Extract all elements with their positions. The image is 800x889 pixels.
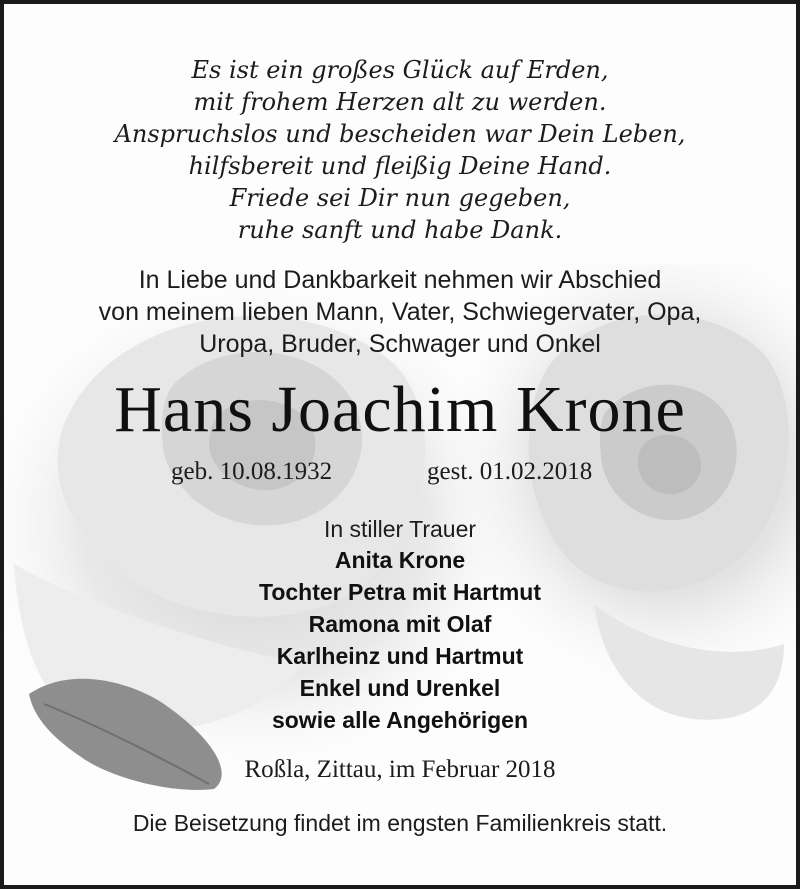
deceased-name: Hans Joachim Krone — [114, 373, 686, 446]
poem-line-5: Friede sei Dir nun gegeben, — [229, 184, 571, 212]
poem-line-6: ruhe sanft und habe Dank. — [237, 216, 563, 244]
poem-line-2: mit frohem Herzen alt zu werden. — [193, 88, 607, 116]
mourner-1: Anita Krone — [334, 547, 466, 573]
birth-date: geb. 10.08.1932 — [171, 458, 333, 485]
mourner-4: Karlheinz und Hartmut — [276, 643, 524, 669]
mourner-3: Ramona mit Olaf — [308, 611, 492, 637]
intro-line-1: In Liebe und Dankbarkeit nehmen wir Abschied — [138, 266, 662, 294]
mourner-2: Tochter Petra mit Hartmut — [258, 579, 541, 605]
mourner-5: Enkel und Urenkel — [299, 675, 501, 701]
mourner-6: sowie alle Angehörigen — [271, 707, 529, 733]
place-and-date: Roßla, Zittau, im Februar 2018 — [244, 756, 556, 783]
intro-line-3: Uropa, Bruder, Schwager und Onkel — [199, 330, 601, 358]
poem-line-3: Anspruchslos und bescheiden war Dein Leben, — [114, 120, 686, 148]
intro-line-2: von meinem lieben Mann, Vater, Schwiegervater, Opa, — [98, 298, 702, 326]
mourning-lead: In stiller Trauer — [323, 516, 477, 542]
funeral-note: Die Beisetzung findet im engsten Familienkreis statt. — [132, 810, 668, 836]
poem-line-1: Es ist ein großes Glück auf Erden, — [191, 56, 609, 84]
poem-line-4: hilfsbereit und fleißig Deine Hand. — [188, 152, 612, 180]
notice-text — [4, 4, 796, 885]
death-date: gest. 01.02.2018 — [427, 458, 593, 485]
life-dates — [4, 458, 796, 490]
